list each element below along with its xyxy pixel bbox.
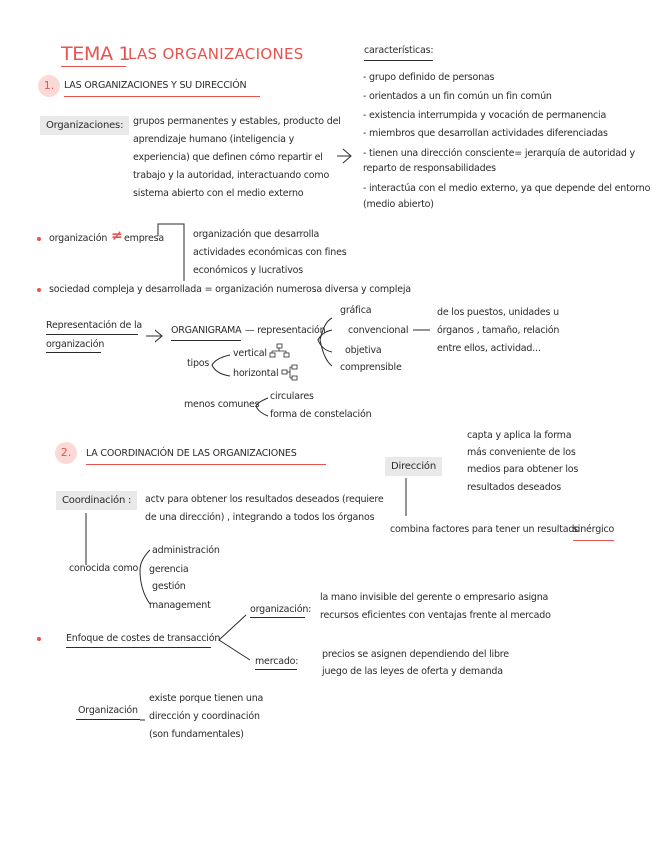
tipos-label: tipos — [187, 358, 210, 369]
section2-number: 2. — [55, 442, 77, 464]
organizaciones-label: Organizaciones: — [40, 116, 129, 135]
enfoque-underline — [66, 647, 211, 648]
representacion-underline — [46, 352, 101, 353]
combina-text: combina factores para tener un resultado — [390, 524, 580, 535]
org-vs-empresa-left: organización — [49, 233, 108, 244]
org-vs-empresa-right: empresa — [124, 233, 165, 244]
representacion-label-line1: Representación de la — [46, 320, 143, 331]
tipo-horizontal: horizontal — [233, 368, 279, 379]
tipo-vertical: vertical — [233, 348, 267, 359]
bullet-dot — [37, 237, 41, 241]
bullet-dot — [37, 637, 41, 641]
section1-number: 1. — [38, 75, 60, 97]
bullet-dot — [37, 288, 41, 292]
direccion-label: Dirección — [385, 457, 442, 476]
organigrama-label: ORGANIGRAMA — [171, 322, 241, 341]
menos-comunes-label: menos comunes — [184, 399, 260, 410]
mercado-underline — [255, 669, 297, 670]
conocida-como-label: conocida como — [69, 563, 139, 574]
organizacion2-underline — [76, 719, 140, 720]
tema-title: LAS ORGANIZACIONES — [128, 45, 304, 63]
organizacion-branch-label: organización: — [250, 604, 312, 615]
organizacion-underline — [250, 617, 305, 618]
representacion-underline — [46, 334, 138, 335]
representacion-text: — representación — [245, 325, 326, 336]
section1-title: LAS ORGANIZACIONES Y SU DIRECCIÓN — [64, 77, 260, 97]
coordinacion-label: Coordinación : — [56, 491, 137, 510]
tema-label: TEMA 1 — [61, 43, 131, 65]
sinergico-text: sinérgico — [573, 521, 614, 541]
sociedad-text: sociedad compleja y desarrollada = organización numerosa diversa y compleja — [49, 284, 411, 295]
organizacion2-label: Organización — [78, 705, 138, 716]
enfoque-label: Enfoque de costes de transacción — [66, 633, 221, 644]
not-equal-sign: ≠ — [111, 228, 123, 244]
mercado-branch-label: mercado: — [255, 656, 299, 667]
menos-item-circulares: circulares — [270, 391, 314, 402]
menos-item-constelacion: forma de constelación — [270, 409, 372, 420]
caracteristicas-label: características: — [364, 42, 433, 61]
section2-title: LA COORDINACIÓN DE LAS ORGANIZACIONES — [86, 445, 326, 465]
representacion-label-line2: organización — [46, 339, 105, 350]
tema-underline — [61, 66, 126, 67]
